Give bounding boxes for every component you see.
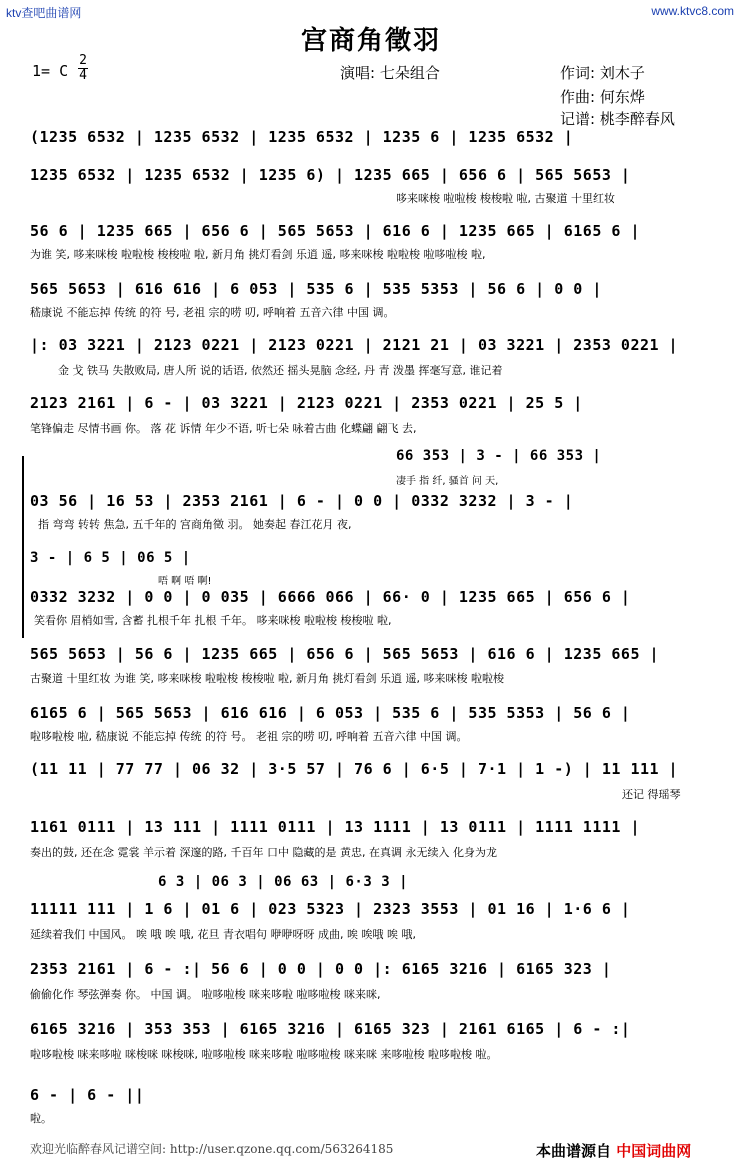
- footer-source-prefix: 本曲谱源自: [536, 1142, 612, 1160]
- lyrics-row: 金 戈 铁马 失散败局, 唐人所 说的话语, 依然还 摇头晃脑 念经, 丹 青 泼墨 挥毫写意, 谁记着: [58, 364, 503, 377]
- system-bracket-2: [22, 548, 24, 638]
- notes-row: 1235 6532 | 1235 6532 | 1235 6) | 1235 665 | 656 6 | 565 5653 |: [30, 166, 631, 184]
- notes-row: 6165 6 | 565 5653 | 616 616 | 6 053 | 535 6 | 535 5353 | 56 6 |: [30, 704, 631, 722]
- transcriber: 记谱: 桃李醉春风: [560, 110, 675, 128]
- notes-row: 11111 111 | 1 6 | 01 6 | 023 5323 | 2323 3553 | 01 16 | 1·6 6 |: [30, 900, 631, 918]
- notes-row: 565 5653 | 56 6 | 1235 665 | 656 6 | 565 5653 | 616 6 | 1235 665 |: [30, 645, 660, 663]
- lyrics-row: 凄手 指 纤, 骚首 问 天,: [396, 476, 499, 487]
- lyrics-row: 为谁 笑, 哆来咪梭 啦啦梭 梭梭啦 啦, 新月角 挑灯看剑 乐逍 遥, 哆来咪梭 啦啦梭 啦哆啦梭 啦,: [30, 248, 486, 261]
- key-signature: 1= C: [32, 62, 69, 80]
- notes-row: (1235 6532 | 1235 6532 | 1235 6532 | 1235 6 | 1235 6532 |: [30, 128, 574, 146]
- notes-row: 0332 3232 | 0 0 | 0 035 | 6666 066 | 66· 0 | 1235 665 | 656 6 |: [30, 588, 631, 606]
- time-top: 2: [79, 53, 87, 68]
- lyrics-row: 指 弯弯 转转 焦急, 五千年的 宫商角徵 羽。 她奏起 春江花月 夜,: [38, 518, 352, 531]
- lyrics-row: 啦哆啦梭 咪来哆啦 咪梭咪 咪梭咪, 啦哆啦梭 咪来哆啦 啦哆啦梭 咪来咪 来哆啦梭 啦哆啦梭 啦。: [30, 1048, 498, 1061]
- notes-row: |: 03 3221 | 2123 0221 | 2123 0221 | 2121 21 | 03 3221 | 2353 0221 |: [30, 336, 679, 354]
- lyrics-row: 延续着我们 中国风。 唉 哦 唉 哦, 花旦 青衣唱句 咿咿呀呀 成曲, 唉 唉哦 唉 哦,: [30, 928, 416, 941]
- notes-row: 6 - | 6 - ||: [30, 1086, 145, 1104]
- notes-row: 3 - | 6 5 | 06 5 |: [30, 550, 191, 566]
- notes-row: 66 353 | 3 - | 66 353 |: [396, 448, 602, 464]
- notes-row: 1161 0111 | 13 111 | 1111 0111 | 13 1111 | 13 0111 | 1111 1111 |: [30, 818, 640, 836]
- lyricist: 作词: 刘木子: [560, 64, 645, 82]
- lyrics-row: 奏出的鼓, 还在念 霓裳 羊示着 深邃的路, 千百年 口中 隐藏的是 黄忠, 在真调 永无续入 化身为龙: [30, 846, 497, 859]
- footer-visit-link[interactable]: 欢迎光临醉春风记谱空间: http://user.qzone.qq.com/563264185: [30, 1142, 394, 1156]
- notes-row: 2123 2161 | 6 - | 03 3221 | 2123 0221 | 2353 0221 | 25 5 |: [30, 394, 583, 412]
- lyrics-row: 偷偷化作 琴弦弹奏 你。 中国 调。 啦哆啦梭 咪来哆啦 啦哆啦梭 咪来咪,: [30, 988, 381, 1001]
- lyrics-row: 唔 啊 唔 啊!: [158, 576, 212, 587]
- lyrics-row: 啦哆啦梭 啦, 嵇康说 不能忘掉 传统 的符 号。 老祖 宗的唠 叨, 呼响着 五音六律 中国 调。: [30, 730, 468, 743]
- lyrics-row: 还记 得瑶琴: [622, 788, 681, 801]
- notes-row: 56 6 | 1235 665 | 656 6 | 565 5653 | 616 6 | 1235 665 | 6165 6 |: [30, 222, 640, 240]
- notes-row: (11 11 | 77 77 | 06 32 | 3·5 57 | 76 6 | 6·5 | 7·1 | 1 -) | 11 111 |: [30, 760, 679, 778]
- notes-row: 6 3 | 06 3 | 06 63 | 6·3 3 |: [158, 874, 409, 890]
- notes-row: 03 56 | 16 53 | 2353 2161 | 6 - | 0 0 | 0332 3232 | 3 - |: [30, 492, 574, 510]
- notes-row: 2353 2161 | 6 - :| 56 6 | 0 0 | 0 0 |: 6165 3216 | 6165 323 |: [30, 960, 612, 978]
- notes-row: 565 5653 | 616 616 | 6 053 | 535 6 | 535 5353 | 56 6 | 0 0 |: [30, 280, 602, 298]
- lyrics-row: 嵇康说 不能忘掉 传统 的符 号, 老祖 宗的唠 叨, 呼响着 五音六律 中国 调。: [30, 306, 395, 319]
- footer-source: [536, 1140, 691, 1161]
- singer: 演唱: 七朵组合: [340, 64, 440, 82]
- watermark-right: www.ktvc8.com: [651, 4, 734, 18]
- lyrics-row: 啦。: [30, 1112, 52, 1125]
- watermark-left: ktv查吧曲谱网: [6, 6, 82, 20]
- time-signature: [78, 54, 88, 82]
- notes-row: 6165 3216 | 353 353 | 6165 3216 | 6165 323 | 2161 6165 | 6 - :|: [30, 1020, 631, 1038]
- footer-source-site[interactable]: 中国词曲网: [616, 1142, 692, 1160]
- song-title: 宫商角徵羽: [300, 26, 441, 56]
- lyrics-row: 古聚道 十里红妆 为谁 笑, 哆来咪梭 啦啦梭 梭梭啦 啦, 新月角 挑灯看剑 乐逍 遥, 哆来咪梭 啦啦梭: [30, 672, 504, 685]
- composer: 作曲: 何东烨: [560, 88, 645, 106]
- lyrics-row: 笑看你 眉梢如雪, 含蓄 扎根千年 扎根 千年。 哆来咪梭 啦啦梭 梭梭啦 啦,: [34, 614, 392, 627]
- lyrics-row: 哆来咪梭 啦啦梭 梭梭啦 啦, 古聚道 十里红妆: [396, 192, 615, 205]
- time-bottom: 4: [79, 68, 87, 83]
- lyrics-row: 笔锋偏走 尽情书画 你。 落 花 诉情 年少不语, 听七朵 咏着古曲 化蝶翩 翩飞 去,: [30, 422, 417, 435]
